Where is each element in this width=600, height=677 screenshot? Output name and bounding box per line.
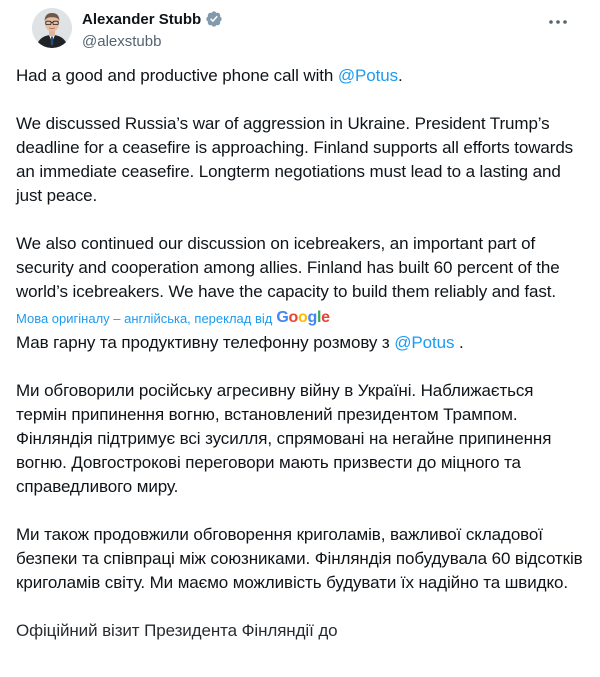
translated-text-span: . (454, 333, 464, 352)
translated-paragraph-1 (16, 331, 584, 355)
translation-note-text: Мова оригіналу – англійська, переклад від (16, 310, 273, 326)
more-horizontal-icon[interactable] (546, 12, 570, 32)
tweet-paragraph-1 (16, 64, 584, 88)
tweet-text-span: Had a good and productive phone call with (16, 66, 338, 85)
verified-badge-icon[interactable] (205, 10, 223, 28)
translated-paragraph-3: Ми також продовжили обговорення криголамів, важливої складової безпеки та співпраці між союзниками. Фінляндія побудувала 60 відсотків криголамів світу. Ми маємо можливість будувати їх надійно та швидко. (16, 525, 583, 592)
translated-paragraph-4: Офіційний візит Президента Фінляндії до (16, 621, 338, 640)
tweet-text (16, 62, 584, 304)
translated-text-span: Мав гарну та продуктивну телефонну розмову з (16, 333, 395, 352)
translated-text (16, 331, 584, 643)
tweet-text-span: . (398, 66, 403, 85)
tweet-paragraph-2: We discussed Russia’s war of aggression in Ukraine. President Trump’s deadline for a ceasefire is approaching. Finland supports all efforts towards an immediate ceasefire. Longterm negotiations must lead to a lasting and just peace. (16, 114, 574, 205)
tweet-header (16, 0, 584, 62)
author-names (82, 9, 223, 52)
avatar-image (32, 8, 72, 48)
mention-link[interactable]: @Potus (394, 333, 455, 352)
display-name[interactable]: Alexander Stubb (82, 10, 202, 28)
display-name-row (82, 9, 223, 29)
mention-link[interactable]: @Potus (337, 66, 398, 85)
translated-paragraph-2: Ми обговорили російську агресивну війну в Україні. Наближається термін припинення вогню, встановлений президентом Трампом. Фінляндія підтримує всі зусилля, спрямовані на негайне припинення вогню. Довгострокові переговори мають призвести до міцного та справедливого миру. (16, 381, 552, 496)
tweet-paragraph-3: We also continued our discussion on icebreakers, an important part of security and cooperation among allies. Finland has built 60 percent of the world’s icebreakers. We have the capacity to build them reliably and fast. (16, 234, 560, 301)
translation-attribution[interactable] (16, 305, 584, 331)
google-logo: Google (276, 309, 330, 326)
author-handle[interactable]: @alexstubb (82, 33, 162, 50)
avatar[interactable] (32, 8, 72, 48)
